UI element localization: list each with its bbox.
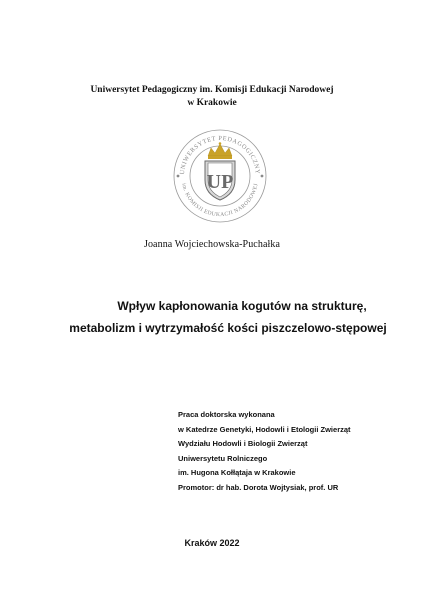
thesis-title-line1: Wpływ kapłonowania kogutów na strukturę,	[117, 299, 367, 313]
university-name-line1: Uniwersytet Pedagogiczny im. Komisji Edukacji Narodowej	[90, 85, 334, 95]
thesis-title	[0, 295, 424, 339]
seal-monogram: UP	[206, 171, 234, 193]
details-line1: Praca doktorska wykonana	[178, 410, 275, 419]
seal-ring-text-top: UNIWERSYTET PEDAGOGICZNY	[178, 134, 262, 175]
thesis-title-line2: metabolizm i wytrzymałość kości piszczelowo-stępowej	[69, 321, 387, 335]
university-seal-icon	[172, 128, 268, 224]
place-and-date: Kraków 2022	[184, 538, 240, 548]
author-name: Joanna Wojciechowska-Puchałka	[143, 239, 281, 250]
university-name-line2: w Krakowie	[187, 98, 237, 108]
seal-ring-text-bottom: im. KOMISJI EDUKACJI NARODOWEJ	[180, 182, 260, 219]
crown-icon	[208, 142, 232, 159]
thesis-details	[178, 408, 351, 495]
details-line2: w Katedrze Genetyki, Hodowli i Etologii Zwierząt	[178, 424, 351, 434]
shield-icon	[205, 161, 235, 200]
details-line3: Wydziału Hodowli i Biologii Zwierząt	[178, 439, 308, 448]
details-line5: im. Hugona Kołłątaja w Krakowie	[178, 468, 296, 477]
details-line6: Promotor: dr hab. Dorota Wojtysiak, prof. UR	[178, 482, 339, 492]
details-line4: Uniwersytetu Rolniczego	[178, 453, 268, 463]
university-name	[0, 84, 424, 110]
